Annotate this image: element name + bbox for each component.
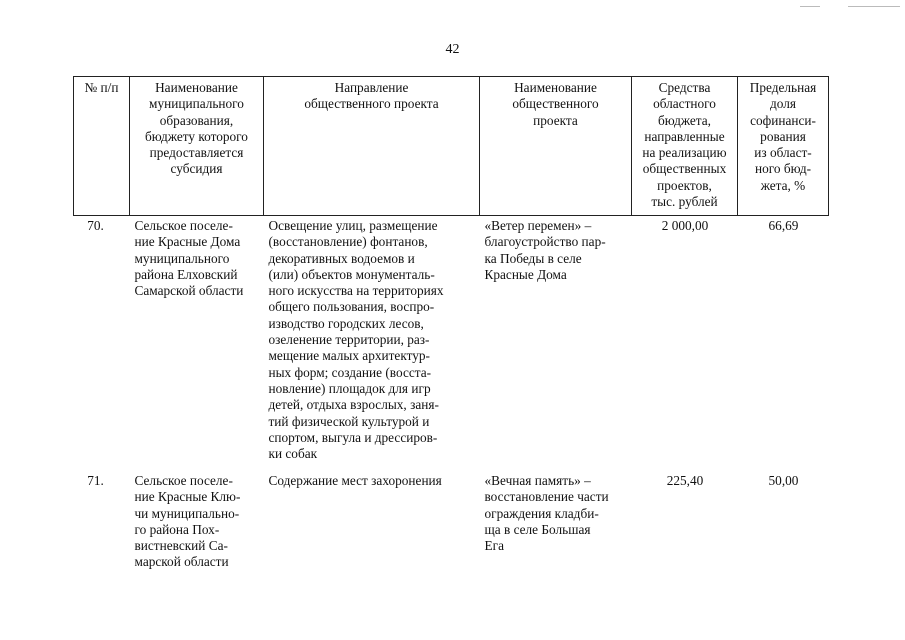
subsidy-table: [73, 76, 829, 571]
row-direction: Освещение улиц, размещение (восстановление) фонтанов, декоративных водоемов и (или) объектов монументаль- ного искусства на территориях общего пользования, воспро- изводство городских лесов, озеленение территории, раз- мещение малых архитектур- ных форм; создание (восста- новление) площадок для игр детей, отдыха взрослых, заня- тий физической культурой и спортом, выгула и дрессиров- ки собак: [268, 218, 444, 462]
row-budget-funds: 225,40: [666, 473, 704, 488]
table-header-row: [74, 77, 829, 216]
header-direction: Направление общественного проекта: [264, 77, 480, 216]
page-number: 42: [445, 42, 460, 57]
header-budget-funds: Средства областного бюджета, направленные на реализацию общественных проектов, тыс. рублей: [632, 77, 738, 216]
header-municipality: Наименование муниципального образования, бюджету которого предоставляется субсидия: [130, 77, 264, 216]
row-project-name: «Вечная память» – восстановление части ограждения кладби- ща в селе Большая Ега: [484, 473, 609, 554]
table-row: [74, 471, 829, 571]
row-number: 71.: [87, 473, 104, 488]
scan-mark-top-right: [800, 6, 820, 7]
row-direction: Содержание мест захоронения: [268, 473, 442, 488]
table-row: [74, 216, 829, 472]
row-project-name: «Ветер перемен» – благоустройство пар- ка Победы в селе Красные Дома: [484, 218, 606, 282]
row-cofinancing-share: 66,69: [768, 218, 799, 233]
header-project-name: Наименование общественного проекта: [480, 77, 632, 216]
header-number: № п/п: [74, 77, 130, 216]
row-cofinancing-share: 50,00: [768, 473, 799, 488]
row-budget-funds: 2 000,00: [661, 218, 709, 233]
header-cofinancing-share: Предельная доля софинанси- рования из област- ного бюд- жета, %: [738, 77, 829, 216]
row-municipality: Сельское поселе- ние Красные Клю- чи муниципально- го района Пох- вистневский Са- марской области: [134, 473, 241, 570]
row-number: 70.: [87, 218, 104, 233]
scan-mark-top-right-2: [848, 6, 900, 7]
row-municipality: Сельское поселе- ние Красные Дома муниципального района Елховский Самарской области: [134, 218, 244, 299]
